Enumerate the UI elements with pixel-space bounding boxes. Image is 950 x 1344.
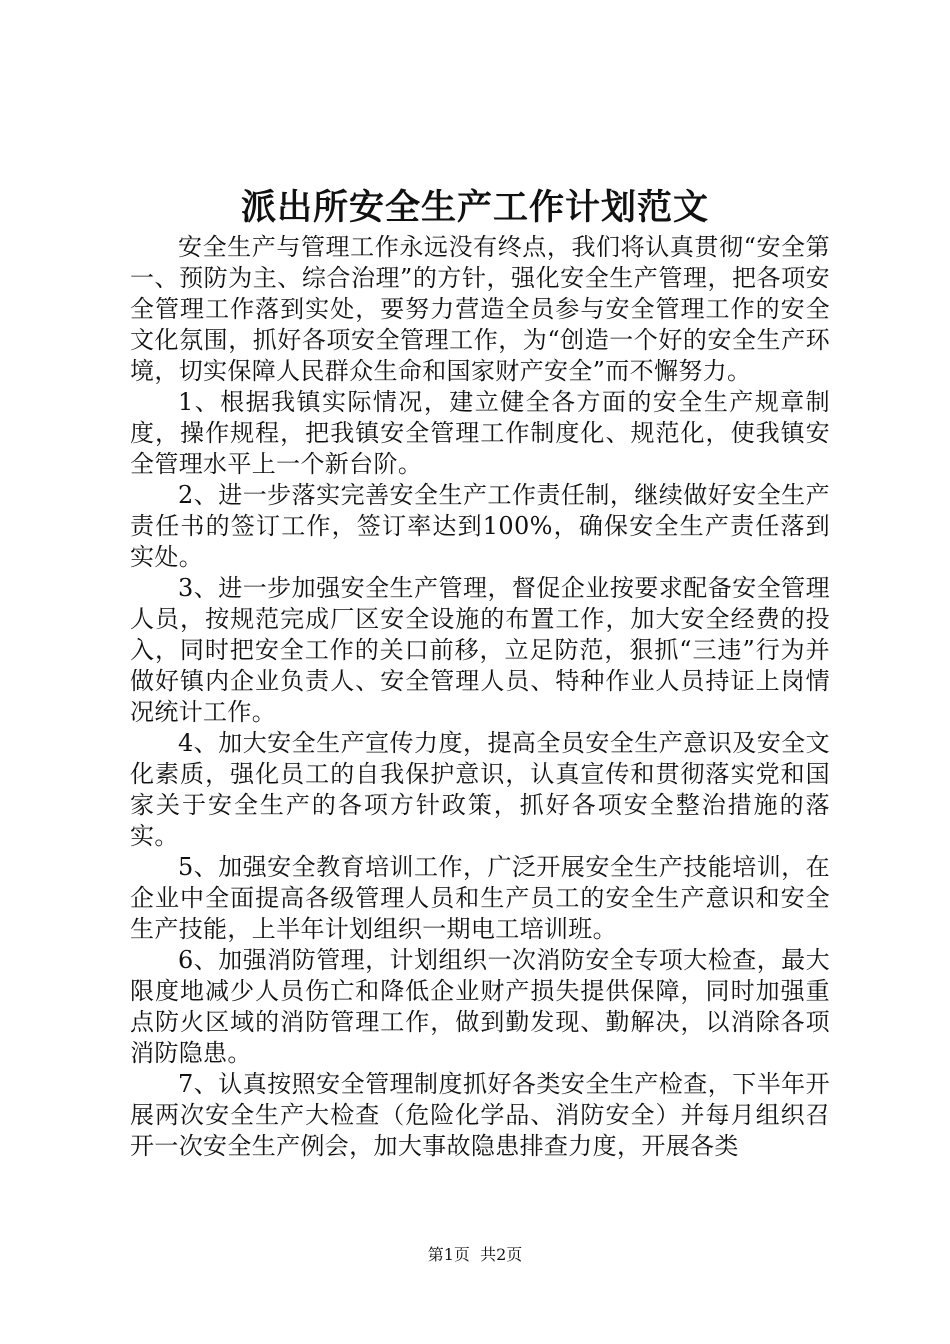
paragraph-item-5: 5、加强安全教育培训工作，广泛开展安全生产技能培训，在企业中全面提高各级管理人员和生产员工的安全生产意识和安全生产技能，上半年计划组织一期电工培训班。: [130, 853, 830, 943]
paragraph-item-1: 1、根据我镇实际情况，建立健全各方面的安全生产规章制度，操作规程，把我镇安全管理工作制度化、规范化，使我镇安全管理水平上一个新台阶。: [130, 388, 830, 478]
paragraph-item-6: 6、加强消防管理，计划组织一次消防安全专项大检查，最大限度地减少人员伤亡和降低企业财产损失提供保障，同时加强重点防火区域的消防管理工作，做到勤发现、勤解决，以消除各项消防隐患。: [130, 946, 830, 1067]
document-body: [130, 232, 830, 1162]
paragraph-item-7: 7、认真按照安全管理制度抓好各类安全生产检查，下半年开展两次安全生产大检查（危险化学品、消防安全）并每月组织召开一次安全生产例会，加大事故隐患排查力度，开展各类: [130, 1070, 830, 1160]
page-footer: 第1页 共2页: [427, 1245, 523, 1264]
paragraph-item-4: 4、加大安全生产宣传力度，提高全员安全生产意识及安全文化素质，强化员工的自我保护意识，认真宣传和贯彻落实党和国家关于安全生产的各项方针政策，抓好各项安全整治措施的落实。: [130, 729, 830, 850]
document-title: 派出所安全生产工作计划范文: [240, 187, 709, 228]
paragraph-intro: 安全生产与管理工作永远没有终点，我们将认真贯彻“安全第一、预防为主、综合治理”的方针，强化安全生产管理，把各项安全管理工作落到实处，要努力营造全员参与安全管理工作的安全文化氛围，抓好各项安全管理工作，为“创造一个好的安全生产环境，切实保障人民群众生命和国家财产安全”而不懈努力。: [130, 233, 830, 385]
paragraph-item-2: 2、进一步落实完善安全生产工作责任制，继续做好安全生产责任书的签订工作，签订率达到100%，确保安全生产责任落到实处。: [130, 481, 830, 571]
paragraph-item-3: 3、进一步加强安全生产管理，督促企业按要求配备安全管理人员，按规范完成厂区安全设施的布置工作，加大安全经费的投入，同时把安全工作的关口前移，立足防范，狠抓“三违”行为并做好镇内企业负责人、安全管理人员、特种作业人员持证上岗情况统计工作。: [130, 574, 830, 726]
